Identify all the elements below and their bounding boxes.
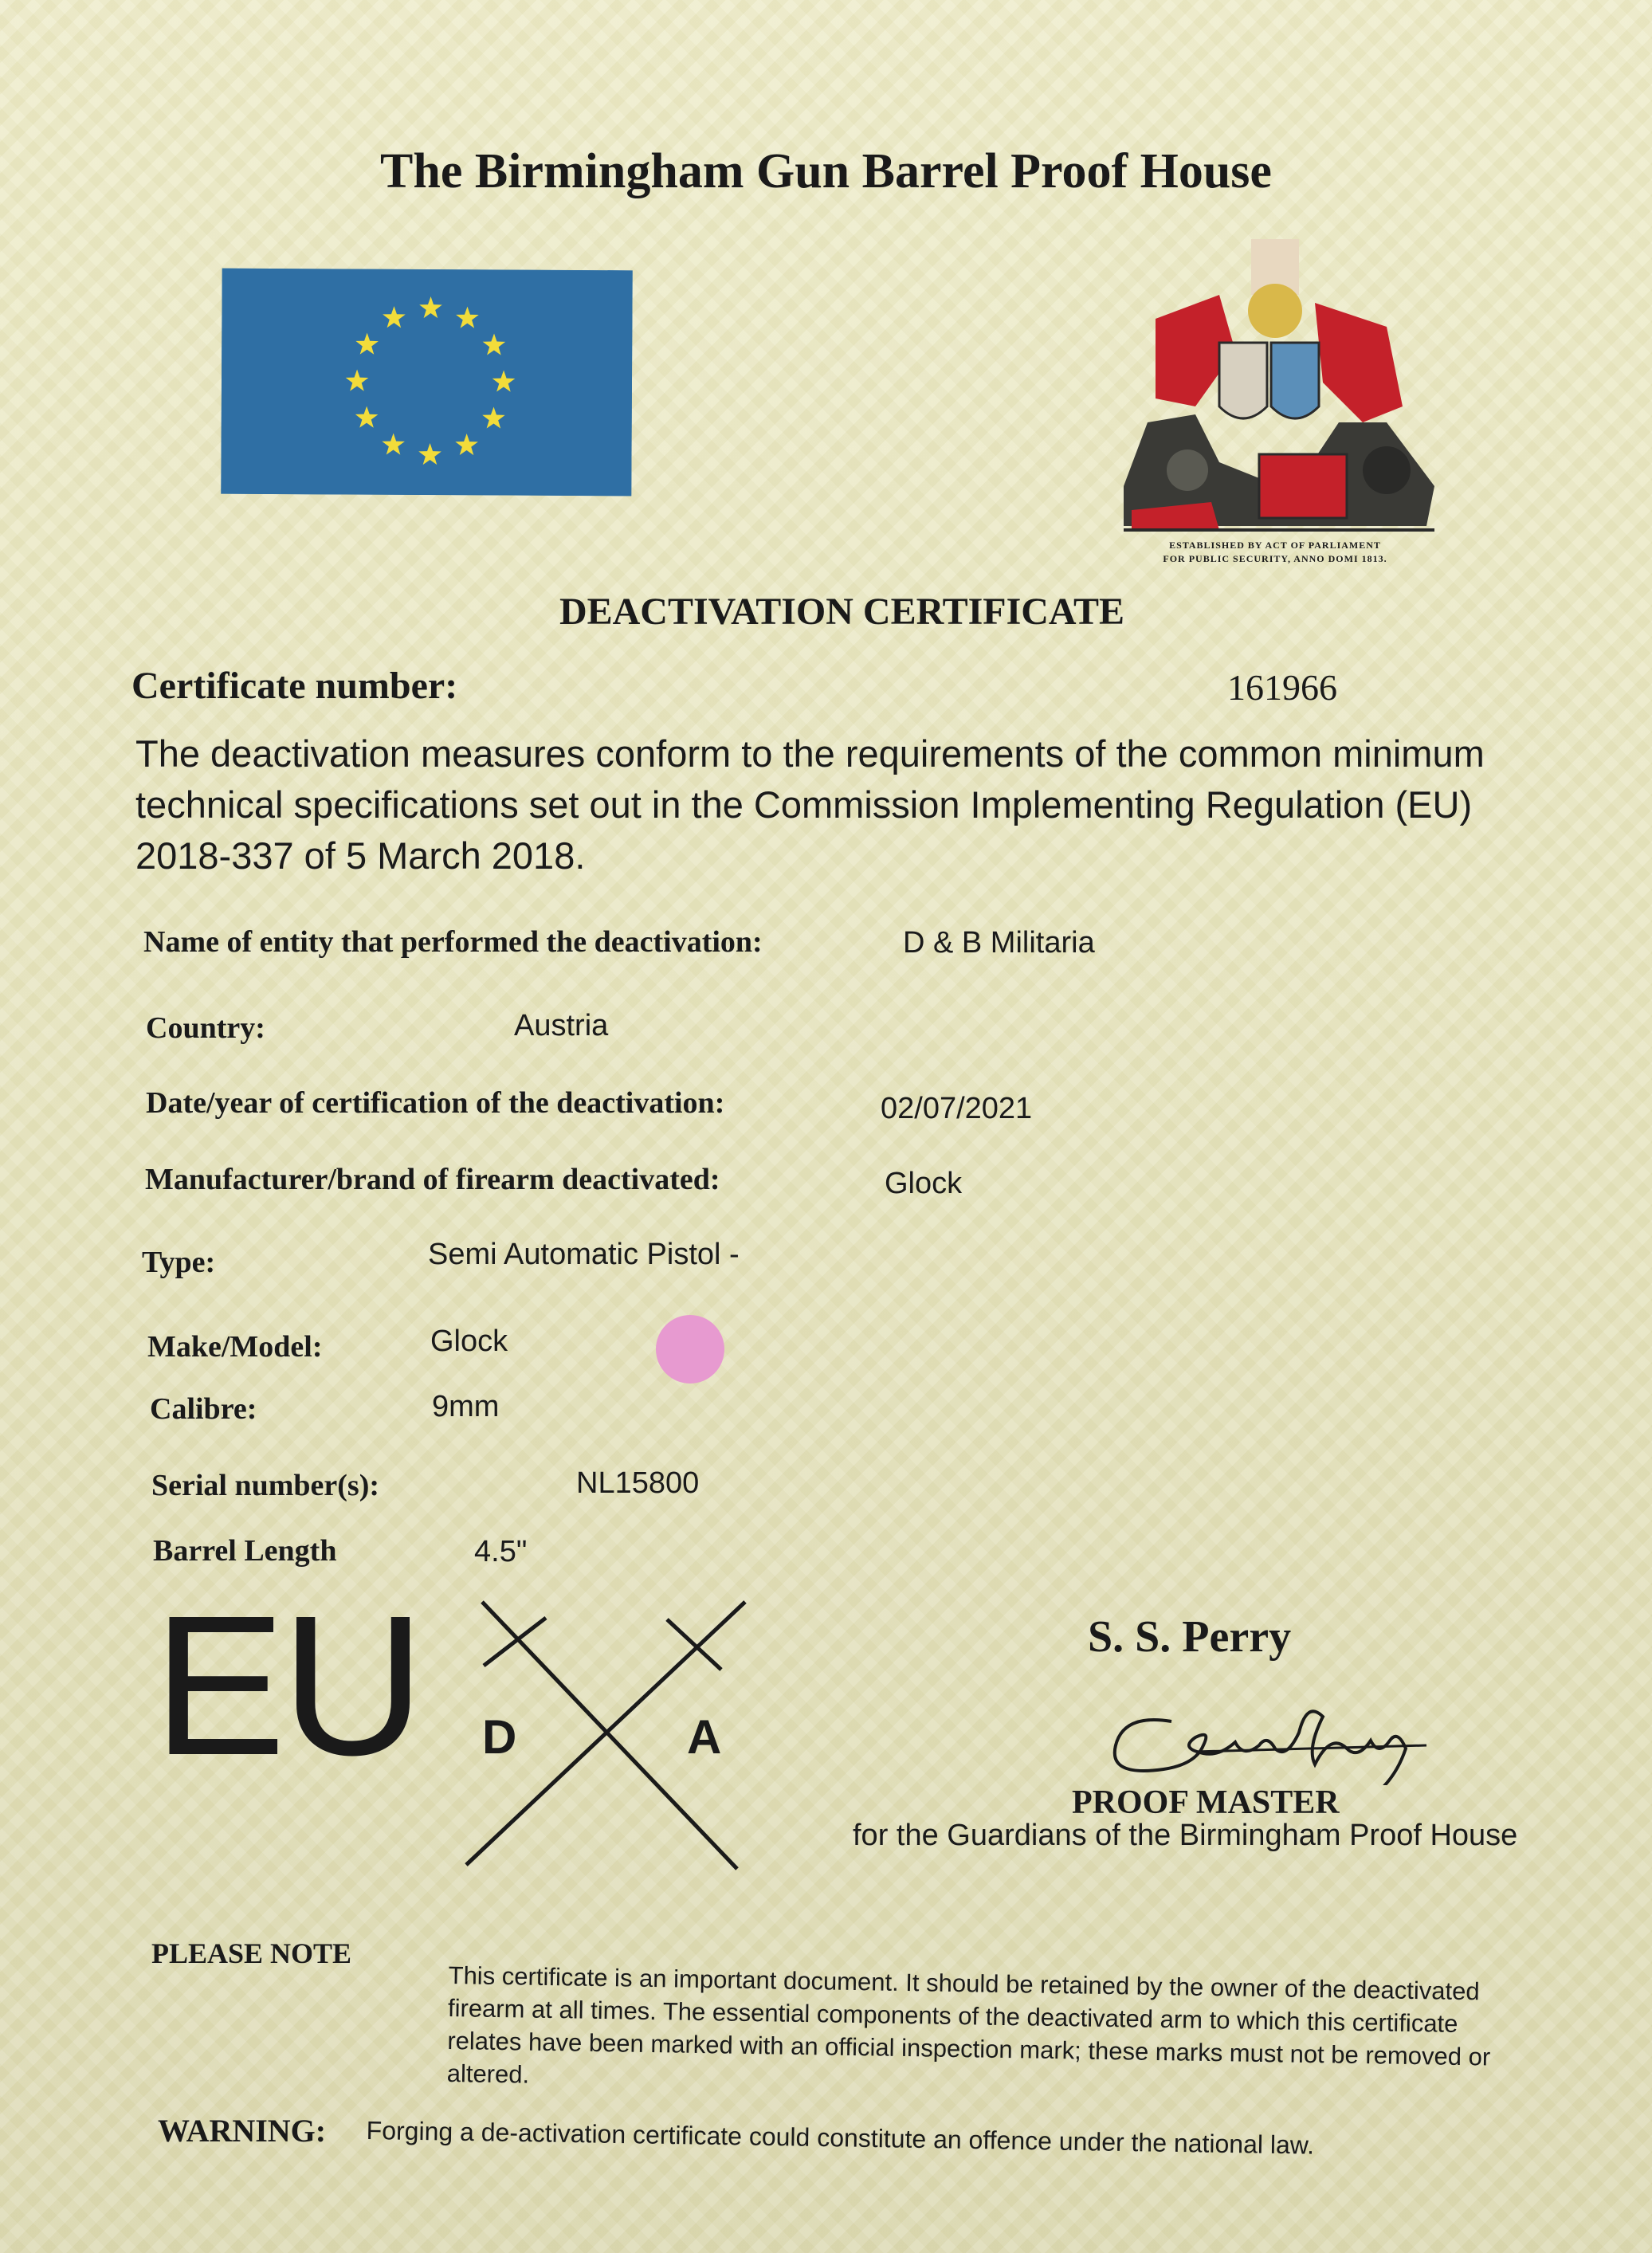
barrel-length-label: Barrel Length	[153, 1534, 337, 1568]
mark-letter-d: D	[482, 1710, 517, 1764]
crest-caption-line: ESTABLISHED BY ACT OF PARLIAMENT	[1169, 540, 1381, 551]
calibre-label: Calibre:	[150, 1392, 257, 1426]
coat-of-arms-icon	[1100, 223, 1450, 574]
serial-label: Serial number(s):	[151, 1469, 380, 1502]
calibre-value: 9mm	[432, 1390, 500, 1423]
date-value: 02/07/2021	[881, 1092, 1033, 1125]
document-heading: DEACTIVATION CERTIFICATE	[559, 591, 1125, 633]
deactivation-x-mark	[458, 1594, 753, 1873]
manufacturer-value: Glock	[885, 1167, 963, 1200]
certificate-number-label: Certificate number:	[131, 665, 458, 707]
eu-mark-text: EU	[153, 1574, 421, 1796]
crest-caption-line: FOR PUBLIC SECURITY, ANNO DOMI 1813.	[1163, 553, 1387, 564]
eu-flag-icon	[221, 269, 632, 497]
crest-caption	[1108, 539, 1442, 566]
signatory-name: S. S. Perry	[1088, 1612, 1292, 1662]
country-value: Austria	[514, 1009, 609, 1042]
make-model-label: Make/Model:	[147, 1330, 323, 1364]
signatory-organisation: for the Guardians of the Birmingham Proof House	[853, 1819, 1518, 1852]
date-label: Date/year of certification of the deactivation:	[146, 1086, 725, 1120]
pink-sticker	[656, 1315, 724, 1384]
entity-value: D & B Militaria	[903, 926, 1095, 960]
make-model-value: Glock	[430, 1325, 508, 1358]
serial-value: NL15800	[576, 1466, 700, 1500]
warning-text: Forging a de-activation certificate could constitute an offence under the national law.	[366, 2116, 1315, 2160]
please-note-text: This certificate is an important document. It should be retained by the owner of the deactivated firearm at all times. The essential components of the deactivated arm to which this certificate relates have been marked with an official inspection mark; these marks must not be removed or altered.	[446, 1961, 1491, 2089]
type-value: Semi Automatic Pistol -	[428, 1238, 740, 1271]
please-note-label: PLEASE NOTE	[151, 1937, 352, 1969]
intro-paragraph: The deactivation measures conform to the requirements of the common minimum technical specifications set out in the Commission Implementing Regulation (EU) 2018-337 of 5 March 2018.	[135, 732, 1485, 877]
signatory-role: PROOF MASTER	[1072, 1784, 1340, 1821]
handwritten-signature	[1100, 1698, 1434, 1785]
barrel-length-value: 4.5"	[474, 1535, 528, 1568]
type-label: Type:	[142, 1246, 216, 1279]
warning-label: WARNING:	[158, 2113, 327, 2149]
certificate-number-value: 161966	[1227, 667, 1337, 708]
mark-letter-a: A	[687, 1710, 722, 1764]
page-title: The Birmingham Gun Barrel Proof House	[380, 144, 1272, 198]
entity-label: Name of entity that performed the deactivation:	[143, 925, 763, 959]
manufacturer-label: Manufacturer/brand of firearm deactivated:	[145, 1163, 720, 1196]
country-label: Country:	[146, 1011, 265, 1045]
